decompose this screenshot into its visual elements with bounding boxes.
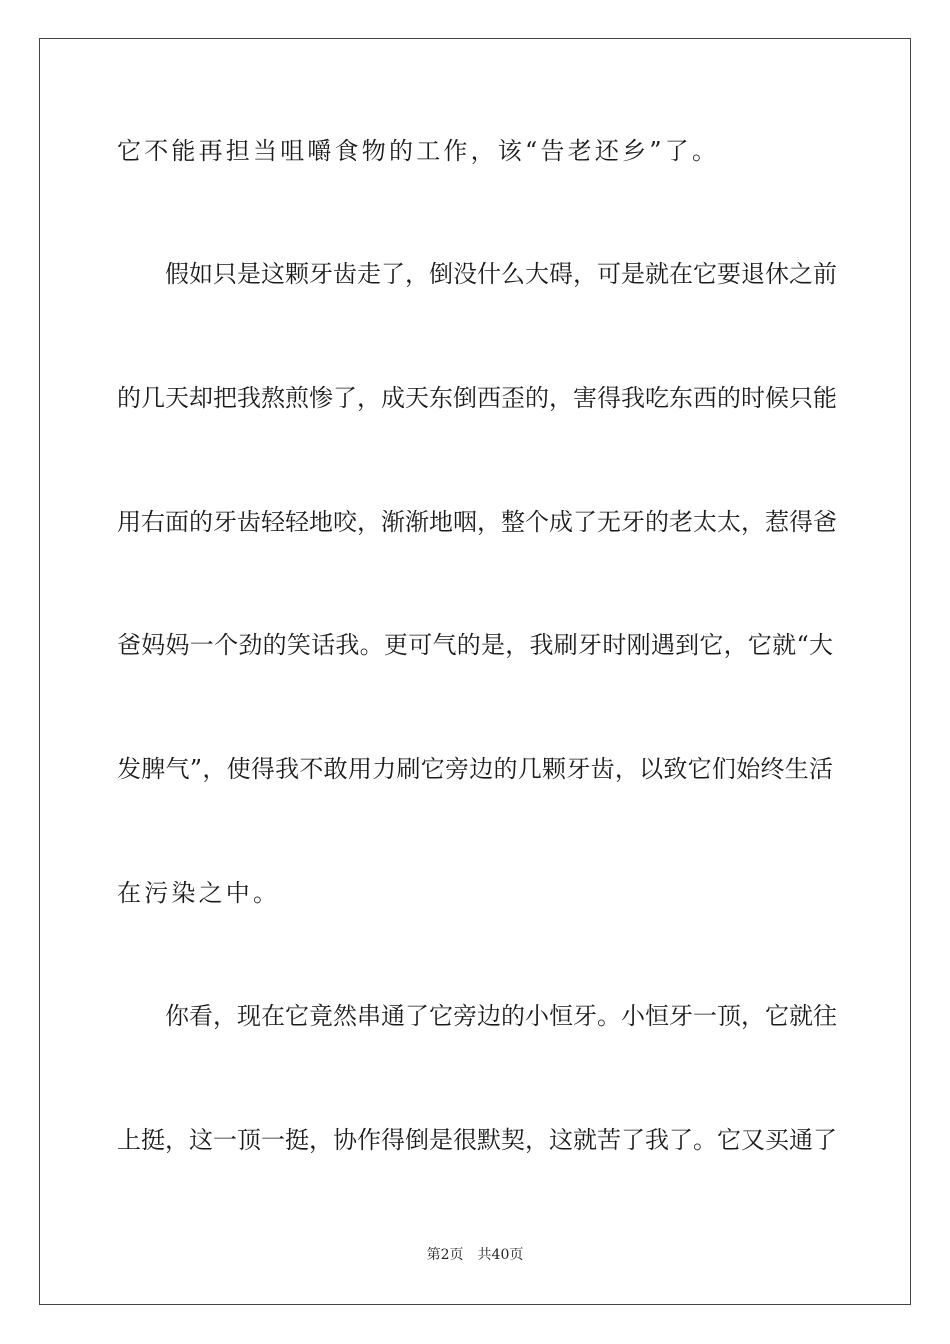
page-total: 共40页 (477, 1247, 524, 1263)
text-line-5: 爸妈妈一个劲的笑话我。更可气的是，我刷牙时刚遇到它，它就“大 (117, 631, 833, 659)
page-number: 第2页 (426, 1247, 464, 1263)
page-footer (0, 1246, 950, 1264)
text-line-4: 用右面的牙齿轻轻地咬，渐渐地咽，整个成了无牙的老太太，惹得爸 (117, 508, 837, 536)
text-line-8: 你看，现在它竟然串通了它旁边的小恒牙。小恒牙一顶，它就往 (165, 1002, 837, 1030)
text-line-2: 假如只是这颗牙齿走了，倒没什么大碍，可是就在它要退休之前 (165, 260, 837, 288)
text-line-1: 它不能再担当咀嚼食物的工作，该“告老还乡”了。 (117, 137, 720, 165)
text-line-9: 上挺，这一顶一挺，协作得倒是很默契，这就苦了我了。它又买通了 (117, 1126, 837, 1154)
text-line-7: 在污染之中。 (117, 879, 281, 907)
text-line-6: 发脾气”，使得我不敢用力刷它旁边的几颗牙齿，以致它们始终生活 (117, 755, 833, 783)
page-border (39, 38, 911, 1305)
text-line-3: 的几天却把我熬煎惨了，成天东倒西歪的，害得我吃东西的时候只能 (117, 384, 837, 412)
